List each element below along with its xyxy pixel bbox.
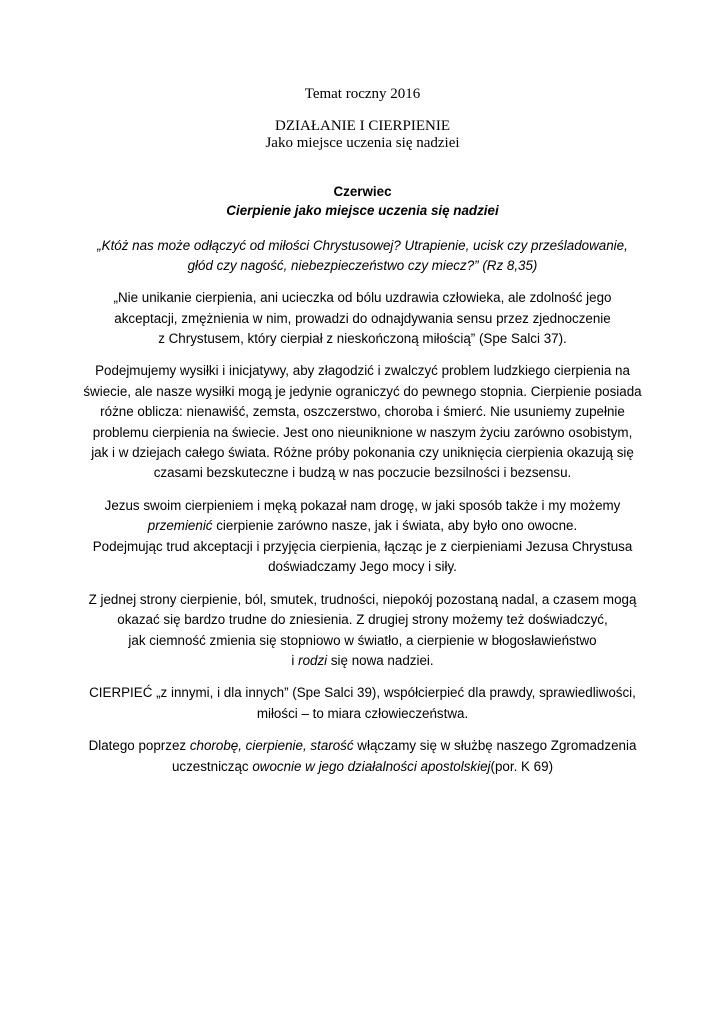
spe-salvi-quote-line: z Chrystusem, który cierpiał z nieskończoną miłością” (Spe Salci 37). [158, 331, 567, 346]
paragraph-line [0, 518, 725, 533]
paragraph-line [0, 759, 725, 774]
paragraph-line: CIERPIEĆ „z innymi, i dla innych” (Spe Salci 39), współcierpieć dla prawdy, sprawiedliwości, [89, 685, 636, 700]
emphasis-text: rodzi [298, 653, 328, 668]
paragraph-line: świecie, ale nasze wysiłki mogą je jedynie ograniczyć do pewnego stopnia. Cierpienie posiada [83, 384, 642, 399]
paragraph-line [0, 738, 725, 753]
paragraph-line: okazać się bardzo trudne do zniesienia. Z drugiej strony możemy też doświadczyć, [117, 612, 608, 627]
spe-salvi-quote-line: „Nie unikanie cierpienia, ani ucieczka od bólu uzdrawia człowieka, ale zdolność jego [113, 290, 612, 305]
paragraph-line: Podejmując trud akceptacji i przyjęcia cierpienia, łącząc je z cierpieniami Jezusa Chrystusa [92, 539, 633, 554]
text-span: włączamy się w służbę naszego Zgromadzenia [353, 738, 637, 753]
emphasis-text: przemienić [147, 518, 213, 533]
text-span: (por. K 69) [490, 759, 554, 774]
text-span: i [291, 653, 299, 668]
paragraph-line [0, 653, 725, 668]
paragraph-line: jak i w dziejach całego świata. Różne próby pokonania czy uniknięcia cierpienia okazują się [91, 445, 634, 460]
paragraph-line: jak ciemność zmienia się stopniowo w światło, a cierpienie w błogosławieństwo [128, 633, 597, 648]
paragraph-line: problemu cierpienia na świecie. Jest ono nieuniknione w naszym życiu zarówno osobistym, [92, 425, 633, 440]
scripture-quote-line: głód czy nagość, niebezpieczeństwo czy miecz?” (Rz 8,35) [187, 258, 538, 273]
text-span: cierpienie zarówno nasze, jak i świata, aby było ono owocne. [212, 518, 578, 533]
document-title: DZIAŁANIE I CIERPIENIE [275, 118, 450, 134]
paragraph-line: Podejmujemy wysiłki i inicjatywy, aby złagodzić i zwalczyć problem ludzkiego cierpienia na [95, 363, 630, 378]
paragraph-line: doświadczamy Jego mocy i siły. [268, 559, 457, 574]
annual-theme: Temat roczny 2016 [304, 86, 421, 102]
text-span: Dlatego poprzez [88, 738, 190, 753]
paragraph-line: różne oblicza: nienawiść, zemsta, oszczerstwo, choroba i śmierć. Nie usuniemy zupełnie [100, 404, 625, 419]
paragraph-line: czasami bezskuteczne i budzą w nas poczucie bezsilności i bezsensu. [153, 465, 572, 480]
paragraph-line: Z jednej strony cierpienie, ból, smutek, trudności, niepokój pozostaną nadal, a czasem mogą [88, 592, 637, 607]
section-heading: Cierpienie jako miejsce uczenia się nadziei [226, 203, 499, 218]
paragraph-line: miłości – to miara człowieczeństwa. [256, 706, 469, 721]
scripture-quote-line: „Któż nas może odłączyć od miłości Chrystusowej? Utrapienie, ucisk czy prześladowanie, [97, 238, 628, 253]
paragraph-line: Jezus swoim cierpieniem i męką pokazał nam drogę, w jaki sposób także i my możemy [104, 498, 621, 513]
text-span: uczestnicząc [171, 759, 253, 774]
text-span: się nowa nadziei. [327, 653, 434, 668]
document-subtitle: Jako miejsce uczenia się nadziei [265, 135, 460, 151]
emphasis-text: owocnie w jego działalności apostolskiej [252, 759, 491, 774]
spe-salvi-quote-line: akceptacji, zmężnienia w nim, prowadzi do odnajdywania sensu przez zjednoczenie [114, 311, 611, 326]
month-heading: Czerwiec [333, 184, 392, 199]
emphasis-text: chorobę, cierpienie, starość [189, 738, 354, 753]
